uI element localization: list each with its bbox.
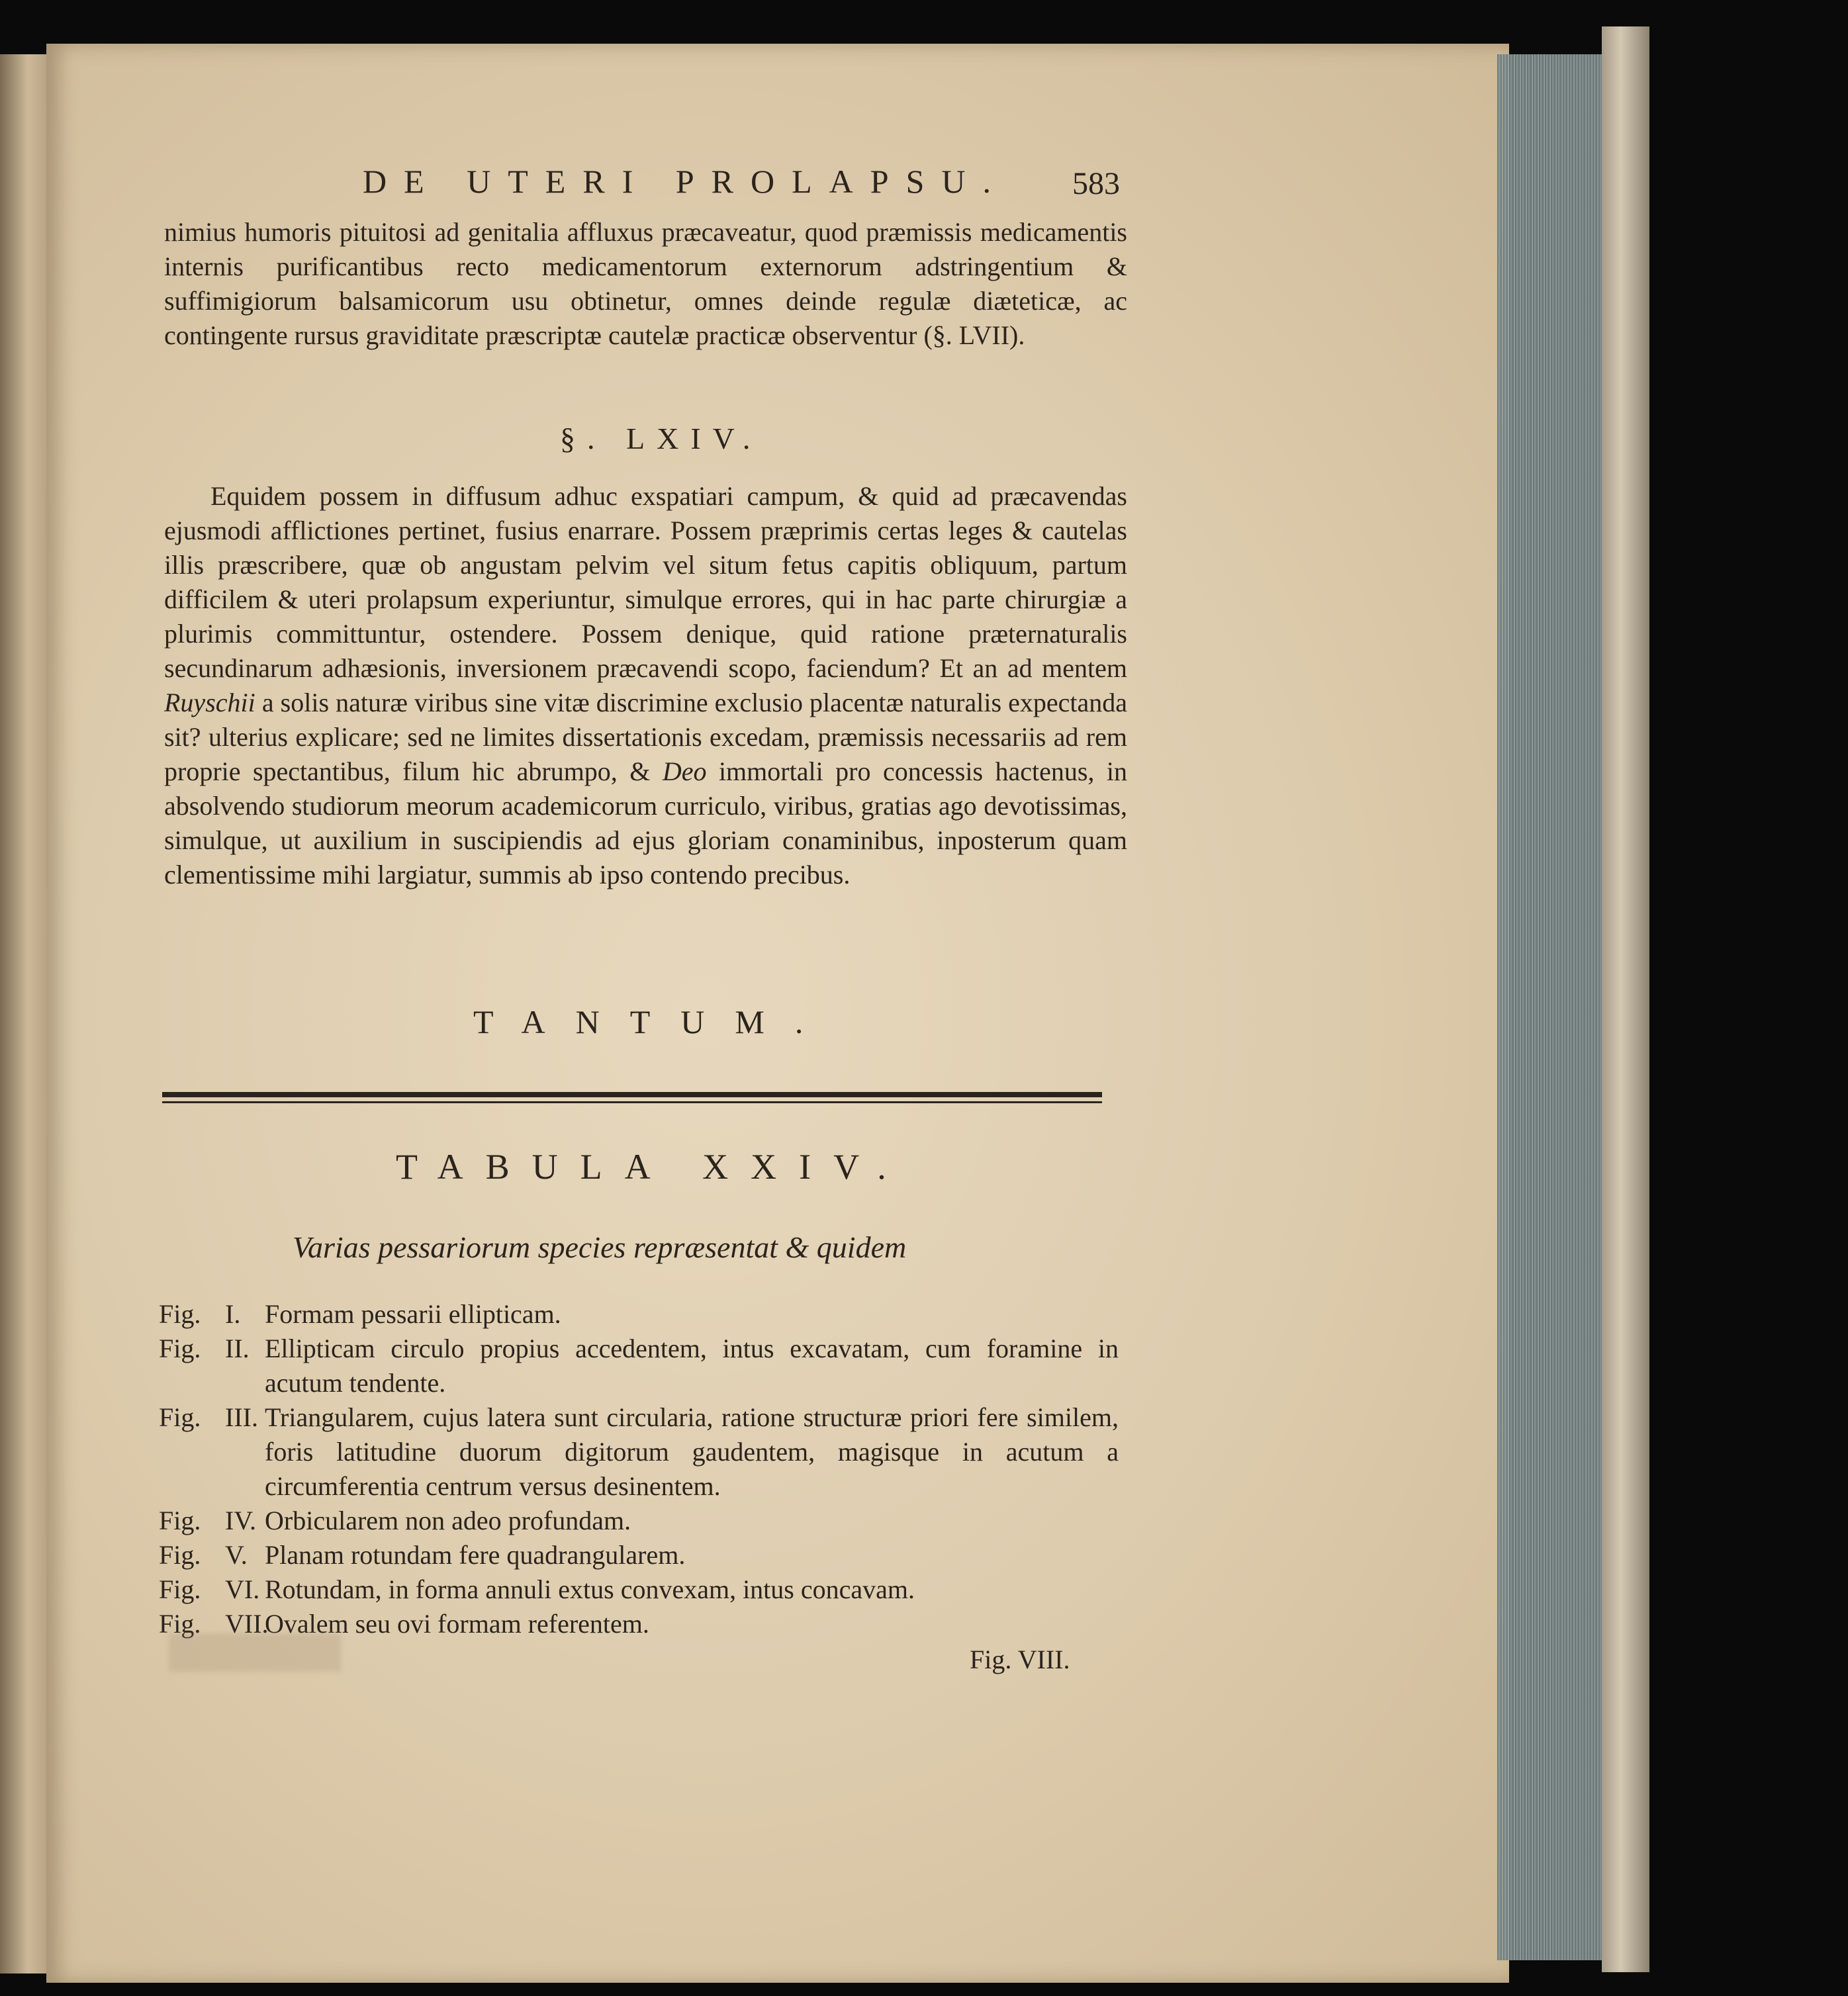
fig-description: Ellipticam circulo propius accedentem, intus excavatam, cum foramine in acutum tendente. [265,1334,1119,1398]
fig-number: VI. [225,1574,260,1604]
fig-number: V. [225,1540,248,1570]
fig-number: III. [225,1402,258,1432]
catchword: Fig. VIII. [970,1645,1070,1674]
page-fore-edge [1497,54,1603,1960]
fig-number: I. [225,1299,241,1329]
deo-word: Deo [662,756,707,786]
figure-item [159,1332,1119,1400]
figure-item [159,1400,1119,1504]
tabula-subtitle: Varias pessariorum species repræsentat & quidem [293,1230,907,1264]
fig-label: Fig. [159,1334,201,1363]
facing-page-edge [0,54,46,1973]
figure-list [159,1297,1119,1641]
fig-number: IV. [225,1506,257,1535]
fig-label: Fig. [159,1609,201,1639]
fig-label: Fig. [159,1402,201,1432]
paragraph-2-part-a: Equidem possem in diffusum adhuc exspatiari campum, & quid ad præcavendas ejusmodi afflictiones pertinet, fusius enarrare. Possem præprimis certas leges & cautelas illis præscribere, quæ ob angustam pelvim vel situm fetus capitis obliquum, partum difficilem & uteri prolapsum experiuntur, simulque errores, qui in hac parte chirurgiæ a plurimis committuntur, ostendere. Possem denique, quid ratione præternaturalis secundinarum adhæsionis, inversionem præcavendi scopo, faciendum? Et an ad mentem [164,481,1127,683]
running-head: DE UTERI PROLAPSU. [363,163,1008,200]
author-name: Ruyschii [164,688,255,717]
double-rule-thin [162,1101,1102,1103]
fig-label: Fig. [159,1506,201,1535]
double-rule-thick [162,1092,1102,1097]
figure-item [159,1504,1119,1538]
fig-description: Orbicularem non adeo profundam. [265,1506,631,1535]
paragraph-1: nimius humoris pituitosi ad genitalia affluxus præcaveatur, quod præmissis medicamentis internis purificantibus recto medicamentorum externorum adstringentium & suffimigiorum balsamicorum usu obtinetur, omnes deinde regulæ diæteticæ, ac contingente rursus graviditate præscriptæ cautelæ practicæ observentur (§. LVII). [164,217,1127,350]
book-cover-edge [1602,26,1649,1972]
figure-item [159,1572,1119,1607]
paragraph-2-part-c: immortali pro concessis hactenus, in absolvendo studiorum meorum academicorum curriculo, viribus, gratias ago devotissimas, simulque, ut auxilium in suscipiendis ad ejus gloriam conaminibus, inposterum quam clementissime mihi largiatur, summis ab ipso contendo precibus. [164,756,1127,889]
fig-description: Rotundam, in forma annuli extus convexam, intus concavam. [265,1574,915,1604]
fig-description: Triangularem, cujus latera sunt circularia, ratione structuræ priori fere similem, foris latitudine duorum digitorum gaudentem, magisque in acutum a circumferentia centrum versus desinentem. [265,1402,1119,1501]
fig-description: Formam pessarii ellipticam. [265,1299,561,1329]
fig-description: Planam rotundam fere quadrangularem. [265,1540,686,1570]
tabula-title: TABULA XXIV. [396,1147,909,1187]
figure-item [159,1538,1119,1572]
finis-word: TANTUM. [473,1003,834,1040]
page-number: 583 [1072,166,1120,201]
fig-number: VII. [225,1609,269,1639]
fig-label: Fig. [159,1540,201,1570]
fig-number: II. [225,1334,250,1363]
section-heading: §. LXIV. [560,422,762,455]
paragraph-2-part-b: a solis naturæ viribus sine vitæ discrimine exclusio placentæ naturalis expectanda sit? ulterius explicare; sed ne limites dissertationis excedam, præmissis necessariis ad rem proprie spectantibus, filum hic abrumpo, & [164,688,1127,786]
fig-description: Ovalem seu ovi formam referentem. [265,1609,649,1639]
fig-label: Fig. [159,1299,201,1329]
figure-item [159,1297,1119,1332]
fig-label: Fig. [159,1574,201,1604]
ink-offset-stain [169,1633,341,1672]
paragraph-2 [164,479,1127,892]
